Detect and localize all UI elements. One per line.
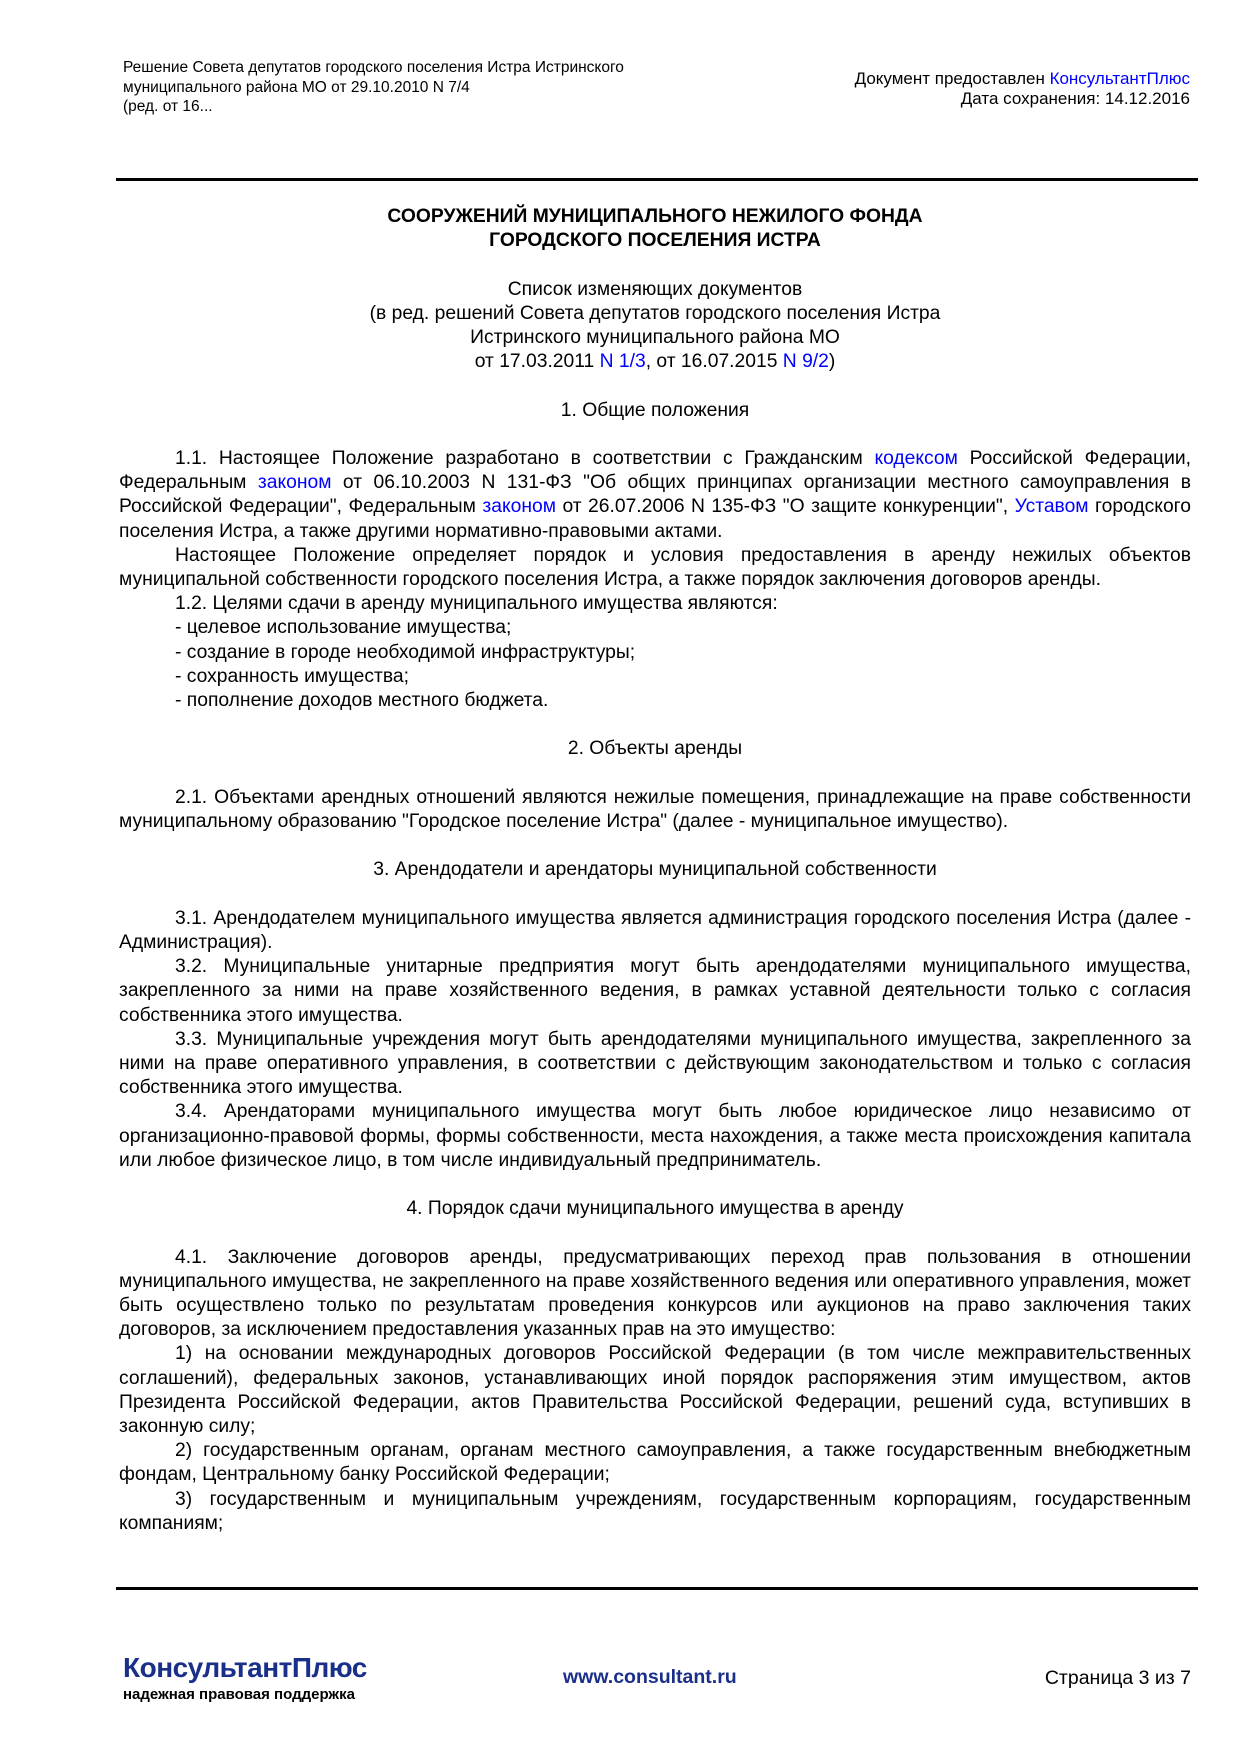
spacer — [119, 883, 1191, 907]
centered-heading — [119, 858, 1191, 882]
spacer — [119, 834, 1191, 858]
text-segment: от 26.07.2006 N 135-ФЗ "О защите конкуренции", — [555, 496, 1015, 518]
text-segment: - сохранность имущества; — [175, 665, 409, 687]
centered-heading — [119, 1197, 1191, 1221]
paragraph — [119, 592, 1191, 616]
paragraph — [119, 689, 1191, 713]
header-divider — [116, 178, 1198, 181]
document-title — [119, 205, 1191, 229]
document-title — [119, 229, 1191, 253]
paragraph — [119, 447, 1191, 544]
header-title-line: (ред. от 16... — [123, 98, 213, 115]
text-segment: 2.1. Объектами арендных отношений являются нежилые помещения, принадлежащие на праве собственности муниципальному образованию "Городское поселение Истра" (далее - муниципальное имущество). — [119, 786, 1191, 832]
header-title-line: Решение Совета депутатов городского поселения Истра Истринского — [123, 59, 624, 76]
paragraph — [119, 1439, 1191, 1487]
text-segment: - целевое использование имущества; — [175, 617, 512, 639]
text-segment: Истринского муниципального района МО — [470, 327, 840, 348]
text-segment: 3) государственным и муниципальным учреждениям, государственным корпорациям, государственным компаниям; — [119, 1488, 1191, 1534]
centered-heading — [119, 350, 1191, 374]
text-segment: 1.1. Настоящее Положение разработано в соответствии с Гражданским — [175, 447, 875, 469]
text-segment: 3.4. Арендаторами муниципального имущества могут быть любое юридическое лицо независимо от организационно-правовой формы, формы собственности, места нахождения, а также места происхождения капитала или любое физическое лицо, в том числе индивидуальный предприниматель. — [119, 1101, 1191, 1171]
document-link[interactable]: Уставом — [1014, 496, 1089, 518]
website-link[interactable]: www.consultant.ru — [563, 1666, 737, 1688]
text-segment: 1.2. Целями сдачи в аренду муниципального имущества являются: — [175, 593, 778, 615]
paragraph — [119, 1028, 1191, 1101]
text-segment: 1. Общие положения — [560, 399, 750, 421]
paragraph — [119, 641, 1191, 665]
footer-divider — [116, 1587, 1198, 1590]
paragraph — [119, 1488, 1191, 1536]
consultant-logo — [123, 1652, 367, 1703]
text-segment: городского поселения Истра, а также другими нормативно-правовыми актами. — [119, 496, 1191, 542]
centered-heading — [119, 326, 1191, 350]
document-link[interactable]: N 1/3 — [599, 351, 646, 373]
text-segment: 3.3. Муниципальные учреждения могут быть арендодателями муниципального имущества, закрепленного за ними на праве оперативного управления, в соответствии с действующим законодательством и только с согласия собственника этого имущества. — [119, 1028, 1191, 1099]
text-segment: 1) на основании международных договоров Российской Федерации (в том числе межправительственных соглашений), федеральных законов, устанавливающих иной порядок распоряжения этим имуществом, актов Президента Российской Федерации, актов Правительства Российской Федерации, решений суда, вступивших в законную силу; — [119, 1343, 1191, 1438]
centered-heading — [119, 399, 1191, 423]
text-segment: 2) государственным органам, органам местного самоуправления, а также государственным внебюджетным фондам, Центральному банку Российской Федерации; — [119, 1440, 1191, 1486]
text-segment: (в ред. решений Совета депутатов городского поселения Истра — [369, 302, 941, 324]
logo-text: КонсультантПлюс — [123, 1652, 367, 1683]
page-number: Страница 3 из 7 — [1044, 1667, 1191, 1689]
header-title-line: муниципального района МО от 29.10.2010 N 7/4 — [123, 78, 470, 96]
text-segment: - пополнение доходов местного бюджета. — [175, 690, 549, 712]
text-segment: от 06.10.2003 N 131-ФЗ "Об общих принципах организации местного самоуправления в Российской Федерации", Федеральным — [119, 472, 1191, 518]
text-segment: 3. Арендодатели и арендаторы муниципальной собственности — [373, 859, 937, 881]
spacer — [119, 713, 1191, 737]
centered-heading — [119, 278, 1191, 302]
spacer — [119, 762, 1191, 786]
text-segment: 4.1. Заключение договоров аренды, предусматривающих переход прав пользования в отношении муниципального имущества, не закрепленного на праве хозяйственного ведения или оперативного управления, может быть осуществлено только по результатам проведения конкурсов или аукционов на право заключения таких договоров, за исключением предоставления указанных прав на это имущество: — [119, 1246, 1191, 1341]
paragraph — [119, 665, 1191, 689]
document-body — [119, 205, 1191, 1536]
document-provider-info — [855, 69, 1190, 108]
paragraph — [119, 907, 1191, 955]
provided-by-label: Документ предоставлен — [854, 69, 1050, 88]
text-segment: Настоящее Положение определяет порядок и условия предоставления в аренду нежилых объектов муниципальной собственности городского поселения Истра, а также порядок заключения договоров аренды. — [119, 544, 1191, 590]
text-segment: , от 16.07.2015 — [645, 351, 783, 373]
text-segment: - создание в городе необходимой инфраструктуры; — [175, 641, 636, 663]
text-segment: Российской Федерации, Федеральным — [119, 447, 1191, 494]
text-segment: 3.1. Арендодателем муниципального имущества является администрация городского поселения Истра (далее - Администрация). — [119, 907, 1191, 953]
document-link[interactable]: законом — [257, 472, 332, 494]
document-link[interactable]: кодексом — [874, 447, 958, 469]
document-link[interactable]: N 9/2 — [782, 351, 829, 373]
text-segment: ГОРОДСКОГО ПОСЕЛЕНИЯ ИСТРА — [489, 230, 821, 252]
paragraph — [119, 1342, 1191, 1439]
text-segment: от 17.03.2011 — [474, 351, 600, 373]
paragraph — [119, 544, 1191, 592]
spacer — [119, 1221, 1191, 1245]
spacer — [119, 423, 1191, 447]
saved-date: Дата сохранения: 14.12.2016 — [960, 88, 1190, 108]
text-segment: 3.2. Муниципальные унитарные предприятия могут быть арендодателями муниципального имущества, закрепленного за ними на праве хозяйственного ведения, в рамках уставной деятельности только с согласия собственника этого имущества. — [119, 956, 1191, 1026]
paragraph — [119, 616, 1191, 640]
text-segment: 2. Объекты аренды — [567, 738, 743, 760]
spacer — [119, 374, 1191, 398]
spacer — [119, 253, 1191, 277]
document-link[interactable]: законом — [482, 496, 556, 518]
paragraph — [119, 786, 1191, 834]
paragraph — [119, 1246, 1191, 1343]
paragraph — [119, 955, 1191, 1028]
text-segment: 4. Порядок сдачи муниципального имущества в аренду — [406, 1198, 904, 1220]
document-header-title — [123, 58, 723, 117]
logo-tagline: надежная правовая поддержка — [123, 1686, 355, 1703]
text-segment: СООРУЖЕНИЙ МУНИЦИПАЛЬНОГО НЕЖИЛОГО ФОНДА — [387, 206, 923, 227]
centered-heading — [119, 302, 1191, 326]
consultant-link[interactable]: КонсультантПлюс — [1049, 69, 1190, 88]
text-segment: ) — [828, 351, 836, 373]
paragraph — [119, 1100, 1191, 1173]
spacer — [119, 1173, 1191, 1197]
centered-heading — [119, 737, 1191, 761]
text-segment: Список изменяющих документов — [507, 278, 803, 300]
